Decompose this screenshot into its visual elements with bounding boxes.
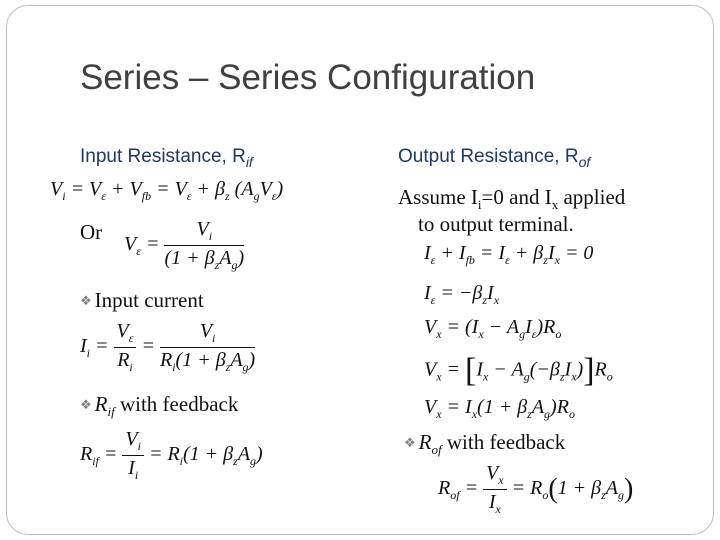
rif-symbol-sub: if bbox=[107, 404, 115, 420]
input-resistance-heading-sub: if bbox=[245, 153, 253, 170]
equation-rof: $R_{of}$ = $\frac{V_x}{I_x}$ = $R_o(1 + \beta_zA_g)$ bbox=[438, 462, 634, 516]
equation-v-epsilon: $V_\varepsilon$ = $\frac{V_i}{(1 + \beta_zA_g)}$ bbox=[124, 218, 245, 272]
rof-symbol-sub: of bbox=[431, 442, 442, 458]
output-resistance-heading bbox=[398, 146, 590, 170]
rif-feedback-bullet bbox=[80, 392, 238, 420]
input-resistance-heading-text: Input Resistance, R bbox=[80, 146, 246, 167]
equation-rif: $R_{if}$ = $\frac{V_i}{I_i}$ = $R_i(1 + \beta_zA_g)$ bbox=[80, 428, 263, 482]
assume-line-2: to output terminal. bbox=[418, 212, 574, 236]
bullet-icon: ❖ bbox=[80, 397, 92, 412]
input-resistance-heading bbox=[80, 146, 253, 170]
equation-i-epsilon-sum: $I_\varepsilon + I_{fb} = I_\varepsilon + \beta_zI_x = 0$ bbox=[424, 242, 594, 267]
equation-vi: $V_i = V_\varepsilon + V_{fb} = V_\varepsilon + \beta_z$ $(A_gV_\varepsilon)$ bbox=[50, 178, 284, 203]
output-resistance-heading-sub: of bbox=[578, 153, 591, 170]
equation-vx-2: $V_x = [I_x - A_g(-\beta_zI_x)]R_o$ bbox=[424, 352, 613, 389]
slide-title: Series – Series Configuration bbox=[80, 58, 536, 97]
bullet-icon: ❖ bbox=[80, 293, 92, 308]
input-current-label: Input current bbox=[94, 288, 204, 312]
output-resistance-heading-text: Output Resistance, R bbox=[398, 146, 579, 167]
equation-i-epsilon: $I_\varepsilon = -\beta_zI_x$ bbox=[424, 282, 500, 307]
rif-feedback-label: with feedback bbox=[114, 392, 239, 416]
rif-symbol: R bbox=[94, 392, 108, 416]
assume-line-1: Assume $I_i=0$ and $I_x$ applied bbox=[398, 185, 626, 213]
rof-feedback-bullet bbox=[404, 430, 565, 458]
bullet-icon: ❖ bbox=[404, 435, 416, 450]
rof-symbol: R bbox=[418, 430, 432, 454]
or-label: Or bbox=[80, 220, 103, 244]
rof-feedback-label: with feedback bbox=[441, 430, 566, 454]
equation-vx-1: $V_x = (I_x - A_gI_\varepsilon)R_o$ bbox=[424, 316, 562, 341]
input-current-bullet bbox=[80, 288, 204, 313]
equation-ii: $I_i$ = $\frac{V_\varepsilon}{R_i}$ = $\frac{V_i}{R_i(1 + \beta_zA_g)}$ bbox=[80, 320, 256, 374]
equation-vx-3: $V_x = I_x(1 + \beta_zA_g)R_o$ bbox=[424, 396, 575, 421]
